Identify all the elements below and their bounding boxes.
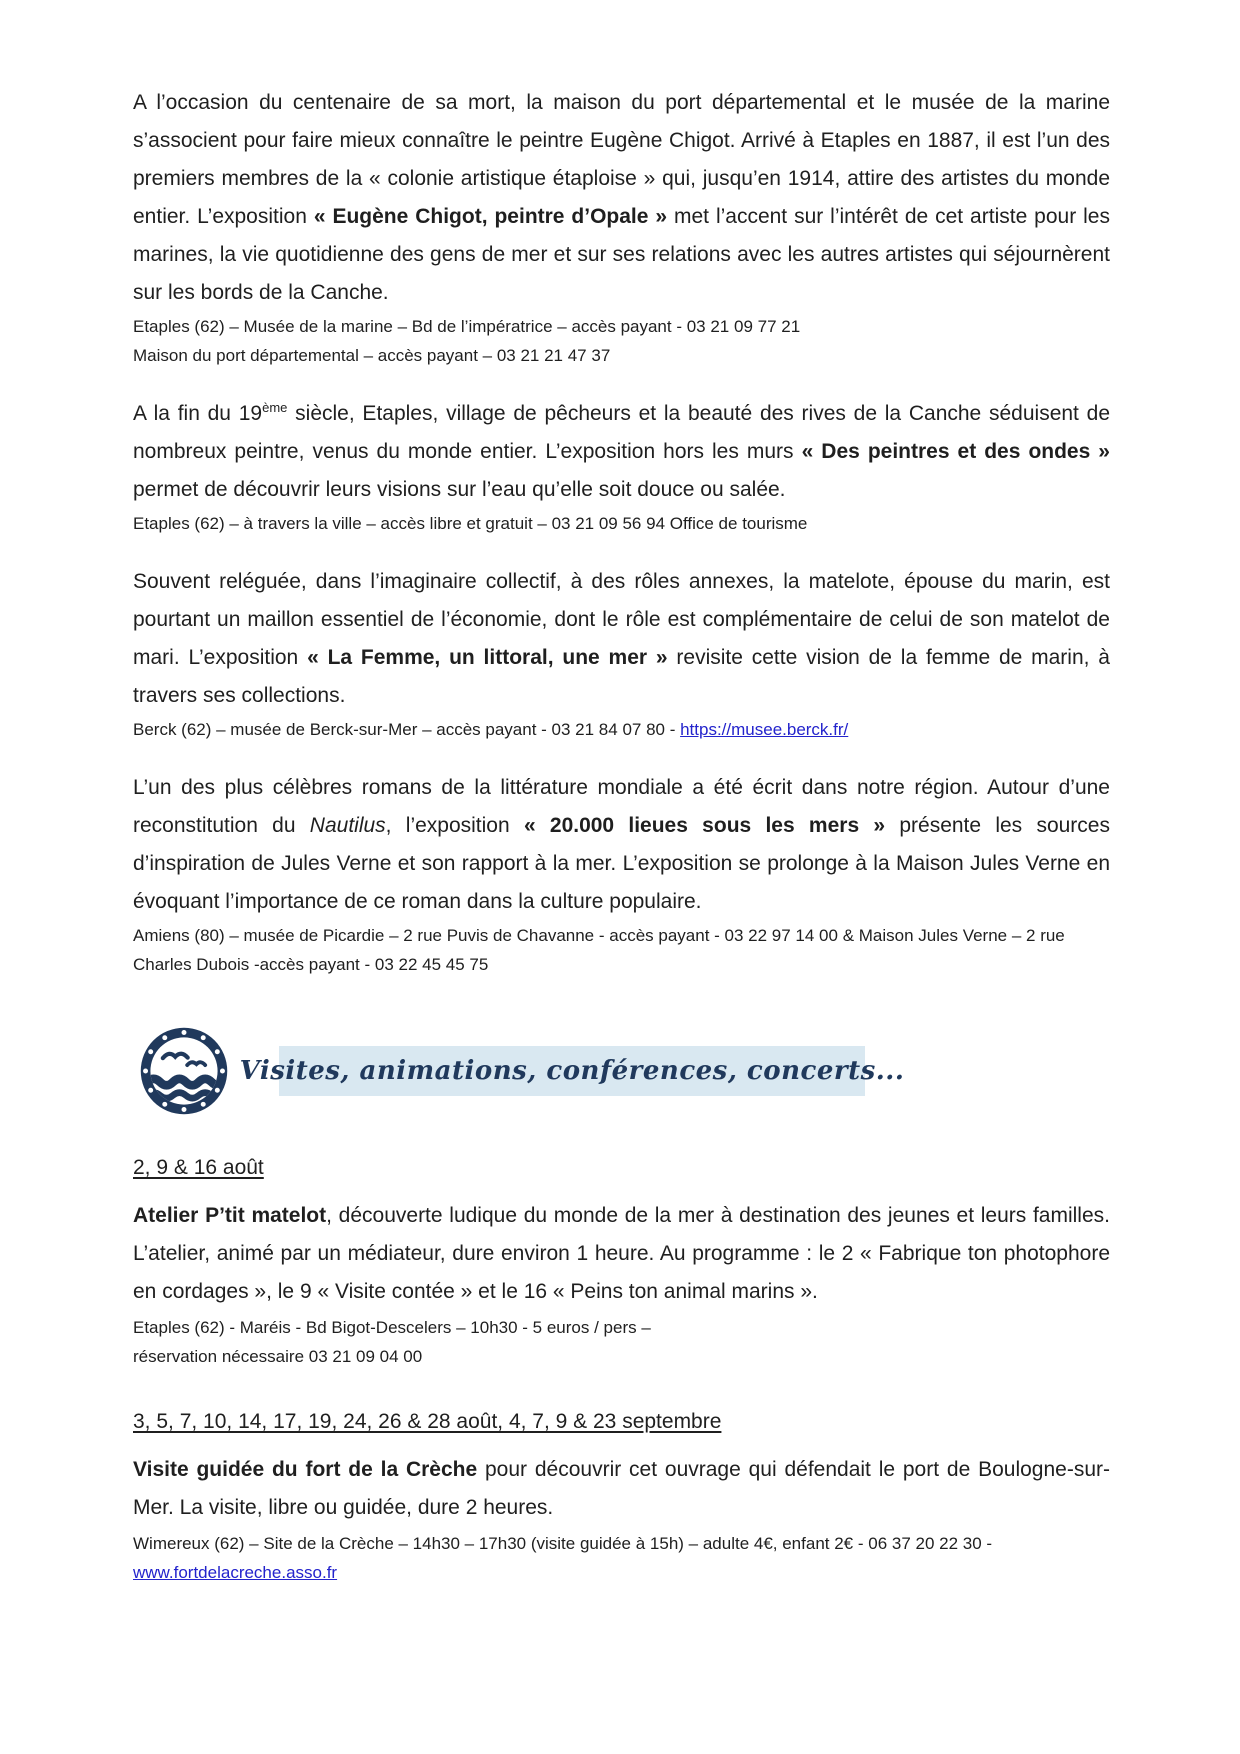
text-run: A la fin du 19	[133, 402, 263, 425]
section-title-banner	[239, 1046, 905, 1096]
section-banner-row	[133, 1025, 1110, 1117]
article-paragraph	[133, 563, 1110, 715]
contact-line: Etaples (62) - Maréis - Bd Bigot-Descelers – 10h30 - 5 euros / pers –	[133, 1318, 651, 1337]
event-dates-heading: 3, 5, 7, 10, 14, 17, 19, 24, 26 & 28 août, 4, 7, 9 & 23 septembre	[133, 1410, 722, 1433]
berck-museum-link[interactable]: https://musee.berck.fr/	[680, 720, 849, 739]
text-run: , l’exposition	[385, 814, 524, 837]
text-run: met l’accent sur l’intérêt de cet artiste pour les marines, la vie quotidienne des gens de mer et sur ses relations avec les autres artistes qui séjournèrent sur les bords de la Canche.	[133, 205, 1110, 304]
text-run: , découverte ludique du monde de la mer à destination des jeunes et leurs familles. L’atelier, animé par un médiateur, dure environ 1 heure. Au programme : le 2 « Fabrique ton photophore en cordages », le 9 « Visite contée » et le 16 « Peins ton animal marins ».	[133, 1204, 1110, 1303]
text-run: L’un des plus célèbres romans de la littérature mondiale a été écrit dans notre région. Autour d’une reconstitution du	[133, 776, 1110, 837]
exhibition-title-bold: « 20.000 lieues sous les mers »	[523, 814, 886, 837]
text-run: Souvent reléguée, dans l’imaginaire collectif, à des rôles annexes, la matelote, épouse du marin, est pourtant un maillon essentiel de l’économie, dont le rôle est complémentaire de celui de son matelot de mari. L’exposition	[133, 570, 1110, 669]
article-20000-lieues	[133, 769, 1110, 979]
porthole-seagulls-waves-icon	[138, 1025, 230, 1117]
contact-line: Amiens (80) – musée de Picardie – 2 rue Puvis de Chavanne - accès payant - 03 22 97 14 00 & Maison Jules Verne – 2 rue Charles Dubois -accès payant - 03 22 45 45 75	[133, 926, 1065, 974]
event-title-bold: Visite guidée du fort de la Crèche	[133, 1458, 478, 1481]
article-femme-littoral	[133, 563, 1110, 744]
event-paragraph	[133, 1451, 1110, 1527]
exhibition-title-bold: « Eugène Chigot, peintre d’Opale »	[313, 205, 668, 228]
article-paragraph	[133, 769, 1110, 921]
fort-de-la-creche-link[interactable]: www.fortdelacreche.asso.fr	[133, 1563, 338, 1582]
contact-line: réservation nécessaire 03 21 09 04 00	[133, 1347, 423, 1366]
nautilus-italic: Nautilus	[309, 814, 386, 837]
text-run: revisite cette vision de la femme de marin, à travers ses collections.	[133, 646, 1110, 707]
text-run: permet de découvrir leurs visions sur l’eau qu’elle soit douce ou salée.	[133, 478, 786, 501]
text-run: pour découvrir cet ouvrage qui défendait le port de Boulogne-sur-Mer. La visite, libre ou guidée, dure 2 heures.	[133, 1458, 1110, 1519]
section-title: Visites, animations, conférences, concerts...	[239, 1056, 905, 1086]
contact-text: Berck (62) – musée de Berck-sur-Mer – accès payant - 03 21 84 07 80 -	[133, 720, 681, 739]
article-paragraph	[133, 395, 1110, 509]
superscript-run: ème	[262, 400, 288, 415]
text-run: A l’occasion du centenaire de sa mort, la maison du port départemental et le musée de la marine s’associent pour faire mieux connaître le peintre Eugène Chigot. Arrivé à Etaples en 1887, il est l’un des premiers membres de la « colonie artistique étaploise » qui, jusqu’en 1914, attire des artistes du monde entier. L’exposition	[133, 91, 1110, 228]
contact-line: Etaples (62) – à travers la ville – accès libre et gratuit – 03 21 09 56 94 Office de tourisme	[133, 514, 808, 533]
exhibition-title-bold: « La Femme, un littoral, une mer »	[307, 646, 668, 669]
event-paragraph	[133, 1197, 1110, 1311]
event-title-bold: Atelier P’tit matelot	[133, 1204, 327, 1227]
event-atelier-ptit-matelot	[133, 1153, 1110, 1371]
article-eugene-chigot	[133, 84, 1110, 370]
exhibition-title-bold: « Des peintres et des ondes »	[801, 440, 1110, 463]
contact-line: Maison du port départemental – accès payant – 03 21 21 47 37	[133, 346, 611, 365]
text-run: siècle, Etaples, village de pêcheurs et la beauté des rives de la Canche séduisent de nombreux peintre, venus du monde entier. L’exposition hors les murs	[133, 402, 1110, 463]
contact-line	[133, 715, 1110, 744]
event-dates-heading: 2, 9 & 16 août	[133, 1156, 264, 1179]
contact-line: Etaples (62) – Musée de la marine – Bd de l’impératrice – accès payant - 03 21 09 77 21	[133, 317, 801, 336]
text-run: présente les sources d’inspiration de Jules Verne et son rapport à la mer. L’exposition se prolonge à la Maison Jules Verne en évoquant l’importance de ce roman dans la culture populaire.	[133, 814, 1110, 913]
article-paragraph	[133, 84, 1110, 312]
contact-line	[133, 1529, 1110, 1587]
event-visite-fort-creche	[133, 1407, 1110, 1587]
contact-text: Wimereux (62) – Site de la Crèche – 14h30 – 17h30 (visite guidée à 15h) – adulte 4€, enfant 2€ - 06 37 20 22 30 -	[133, 1534, 993, 1553]
article-peintres-et-ondes	[133, 395, 1110, 538]
